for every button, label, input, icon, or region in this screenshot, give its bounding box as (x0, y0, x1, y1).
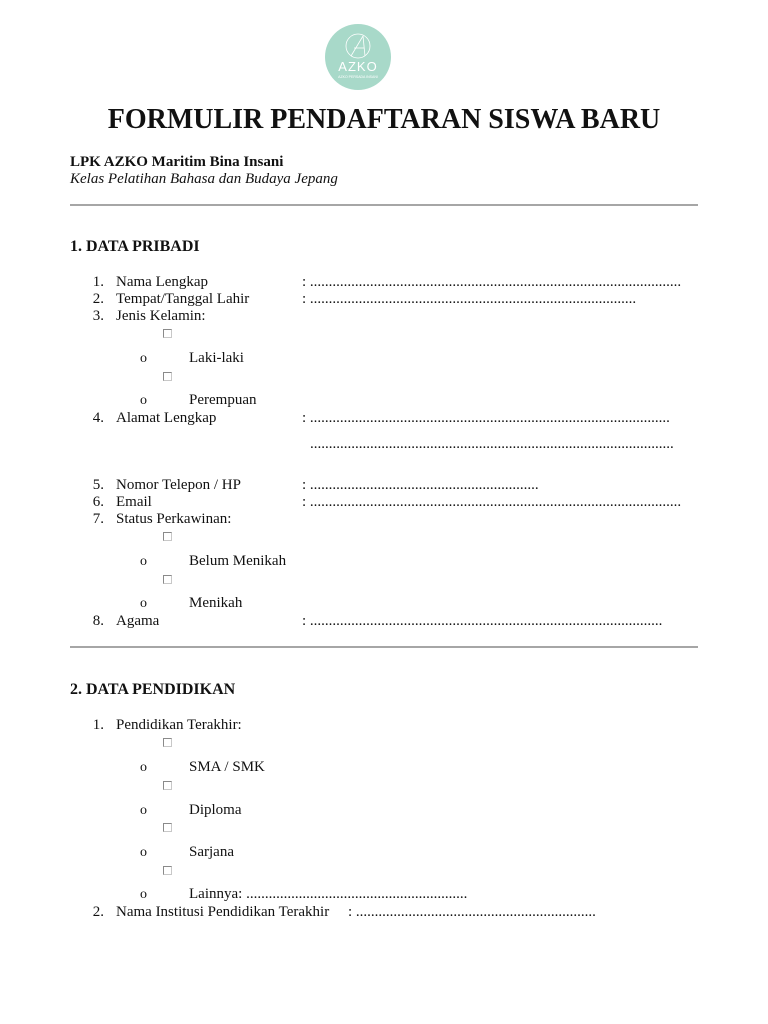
checkbox-diploma[interactable] (163, 781, 172, 790)
option-belum-menikah: Belum Menikah (189, 553, 287, 569)
fill-line[interactable]: : .............................................................................................. (302, 613, 663, 629)
bullet-icon: o (140, 845, 147, 860)
field-label: Tempat/Tanggal Lahir (116, 291, 250, 307)
fill-line-2[interactable]: ................................................................................................. (310, 436, 674, 452)
bullet-icon: o (140, 351, 147, 366)
fill-line[interactable]: : ................................................................ (348, 904, 596, 920)
field-label: Jenis Kelamin: (116, 308, 206, 324)
page-title: FORMULIR PENDAFTARAN SISWA BARU (107, 104, 661, 135)
logo-tagline: AZKO PERSADA INSANI (338, 75, 378, 79)
field-label: Alamat Lengkap (116, 410, 217, 426)
option-diploma: Diploma (189, 802, 242, 818)
field-label: Agama (116, 613, 160, 629)
checkbox-laki-laki[interactable] (163, 329, 172, 338)
fill-line[interactable]: : ................................................................................................... (302, 494, 682, 510)
option-menikah: Menikah (189, 595, 243, 611)
option-lainnya[interactable]: Lainnya: ........................................................... (189, 886, 468, 902)
bullet-icon: o (140, 760, 147, 775)
item-number: 6. (92, 494, 104, 510)
field-label: Nama Lengkap (116, 274, 209, 290)
logo-emblem-icon (325, 24, 391, 90)
item-number: 5. (92, 477, 104, 493)
option-sma-smk: SMA / SMK (189, 759, 265, 775)
azko-logo (325, 24, 391, 90)
divider (70, 646, 698, 648)
bullet-icon: o (140, 887, 147, 902)
fill-line[interactable]: : ....................................................................................... (302, 291, 637, 307)
fill-line[interactable]: : ................................................................................................ (302, 410, 670, 426)
item-number: 2. (92, 291, 104, 307)
option-perempuan: Perempuan (189, 392, 257, 408)
option-laki-laki: Laki-laki (189, 350, 244, 366)
field-label: Pendidikan Terakhir: (116, 717, 242, 733)
item-number: 2. (92, 904, 104, 920)
item-number: 7. (92, 511, 104, 527)
fill-line[interactable]: : ................................................................................................... (302, 274, 682, 290)
organization-subtitle: Kelas Pelatihan Bahasa dan Budaya Jepang (70, 171, 338, 187)
item-number: 1. (92, 717, 104, 733)
checkbox-belum-menikah[interactable] (163, 532, 172, 541)
bullet-icon: o (140, 803, 147, 818)
item-number: 3. (92, 308, 104, 324)
checkbox-lainnya[interactable] (163, 866, 172, 875)
field-label: Email (116, 494, 152, 510)
bullet-icon: o (140, 393, 147, 408)
item-number: 4. (92, 410, 104, 426)
section-heading-data-pendidikan: 2. DATA PENDIDIKAN (70, 681, 236, 698)
field-label: Status Perkawinan: (116, 511, 232, 527)
fill-line[interactable]: : ............................................................. (302, 477, 539, 493)
logo-name: AZKO (338, 59, 378, 74)
field-label: Nomor Telepon / HP (116, 477, 241, 493)
checkbox-perempuan[interactable] (163, 372, 172, 381)
checkbox-sarjana[interactable] (163, 823, 172, 832)
field-label: Nama Institusi Pendidikan Terakhir (116, 904, 330, 920)
bullet-icon: o (140, 596, 147, 611)
checkbox-sma-smk[interactable] (163, 738, 172, 747)
item-number: 8. (92, 613, 104, 629)
checkbox-menikah[interactable] (163, 575, 172, 584)
option-sarjana: Sarjana (189, 844, 234, 860)
bullet-icon: o (140, 554, 147, 569)
organization-name: LPK AZKO Maritim Bina Insani (70, 154, 284, 170)
item-number: 1. (92, 274, 104, 290)
section-heading-data-pribadi: 1. DATA PRIBADI (70, 238, 200, 255)
divider (70, 204, 698, 206)
